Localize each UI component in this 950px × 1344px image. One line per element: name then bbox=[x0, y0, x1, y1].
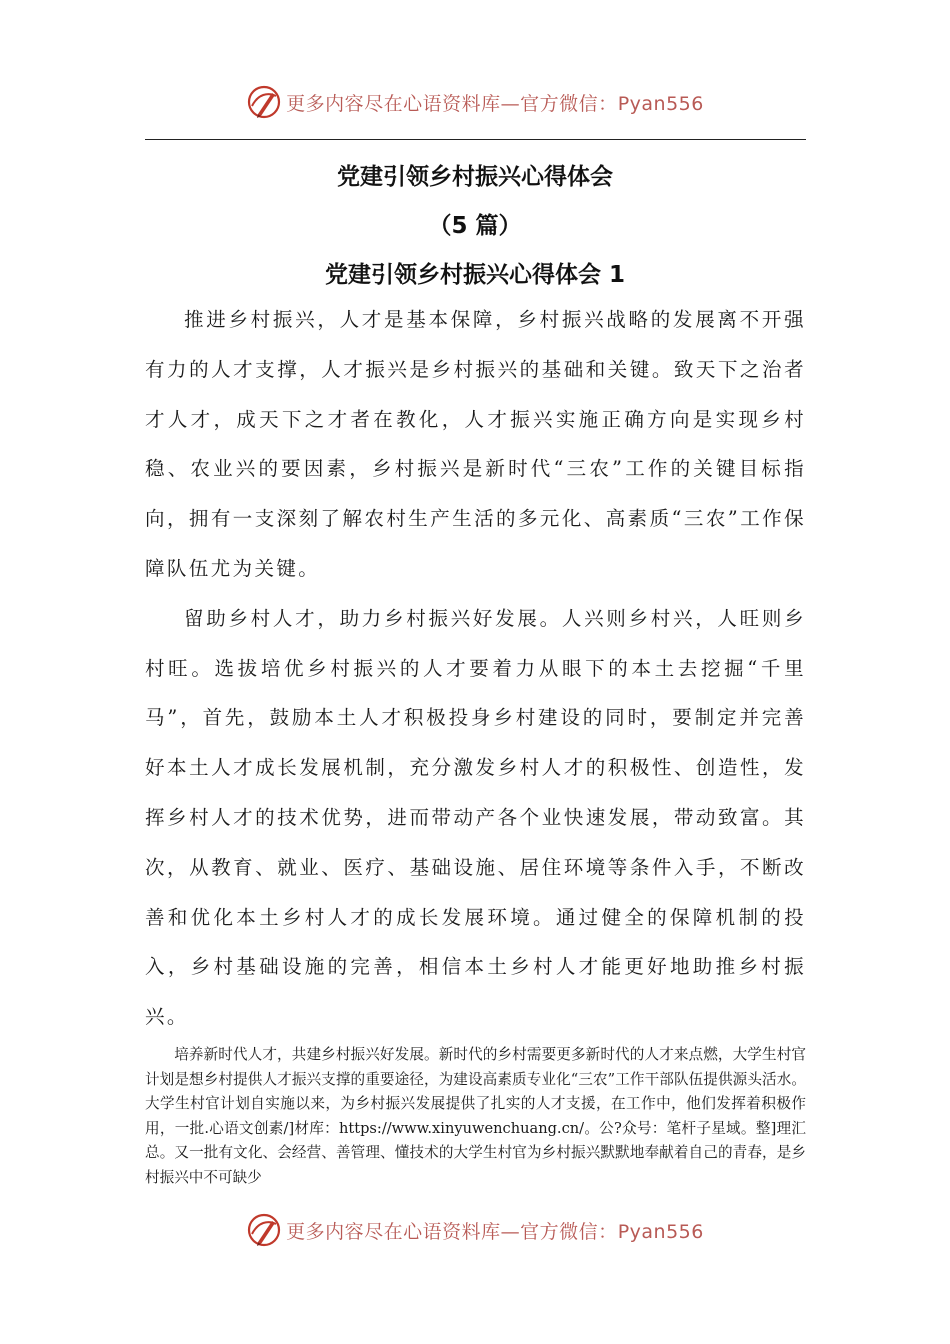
banner-wechat-label: 官方微信： bbox=[520, 1220, 618, 1243]
footer-banner bbox=[0, 1210, 950, 1250]
banner-wechat-id: Pyan556 bbox=[617, 92, 704, 115]
banner-separator: — bbox=[500, 92, 521, 115]
paragraph-small: 培养新时代人才，共建乡村振兴好发展。新时代的乡村需要更多新时代的人才来点燃，大学生村官计划是想乡村提供人才振兴支撑的重要途径，为建设高素质专业化“三农”工作干部队伍提供源头活水。大学生村官计划自实施以来，为乡村振兴发展提供了扎实的人才支援，在工作中，他们发挥着积极作用，一批.心语文创素/]材库：https://www.xinyuwenchuang.cn/。公?众号：笔杆子星域。整]理汇总。又一批有文化、会经营、善管理、懂技术的大学生村官为乡村振兴默默地奉献着自己的青春，是乡村振兴中不可缺少 bbox=[145, 1046, 806, 1186]
banner-separator: — bbox=[500, 1220, 521, 1243]
banner-wechat-id: Pyan556 bbox=[617, 1220, 704, 1243]
pen-logo-icon bbox=[246, 1212, 282, 1248]
banner-wechat-label: 官方微信： bbox=[520, 92, 618, 115]
paragraph: 推进乡村振兴，人才是基本保障，乡村振兴战略的发展离不开强有力的人才支撑，人才振兴是乡村振兴的基础和关键。致天下之治者才人才，成天下之才者在教化，人才振兴实施正确方向是实现乡村稳、农业兴的要因素，乡村振兴是新时代“三农”工作的关键目标指向，拥有一支深刻了解农村生产生活的多元化、高素质“三农”工作保障队伍尤为关键。 bbox=[145, 308, 806, 580]
document-subtitle: （5 篇） bbox=[428, 213, 522, 239]
header-banner bbox=[0, 82, 950, 122]
header-divider bbox=[145, 139, 806, 140]
section-title: 党建引领乡村振兴心得体会 1 bbox=[324, 262, 625, 288]
small-text-block bbox=[145, 1043, 806, 1191]
document-title: 党建引领乡村振兴心得体会 bbox=[337, 164, 613, 190]
banner-text bbox=[286, 1217, 704, 1244]
body-text bbox=[145, 295, 806, 1042]
banner-main-text: 更多内容尽在心语资料库 bbox=[286, 1220, 501, 1243]
paragraph: 留助乡村人才，助力乡村振兴好发展。人兴则乡村兴，人旺则乡村旺。选拔培优乡村振兴的人才要着力从眼下的本土去挖掘“千里马”，首先，鼓励本土人才积极投身乡村建设的同时，要制定并完善好本土人才成长发展机制，充分激发乡村人才的积极性、创造性，发挥乡村人才的技术优势，进而带动产各个业快速发展，带动致富。其次，从教育、就业、医疗、基础设施、居住环境等条件入手，不断改善和优化本土乡村人才的成长发展环境。通过健全的保障机制的投入，乡村基础设施的完善，相信本土乡村人才能更好地助推乡村振兴。 bbox=[145, 606, 806, 1029]
banner-text bbox=[286, 89, 704, 116]
pen-logo-icon bbox=[246, 84, 282, 120]
banner-main-text: 更多内容尽在心语资料库 bbox=[286, 92, 501, 115]
